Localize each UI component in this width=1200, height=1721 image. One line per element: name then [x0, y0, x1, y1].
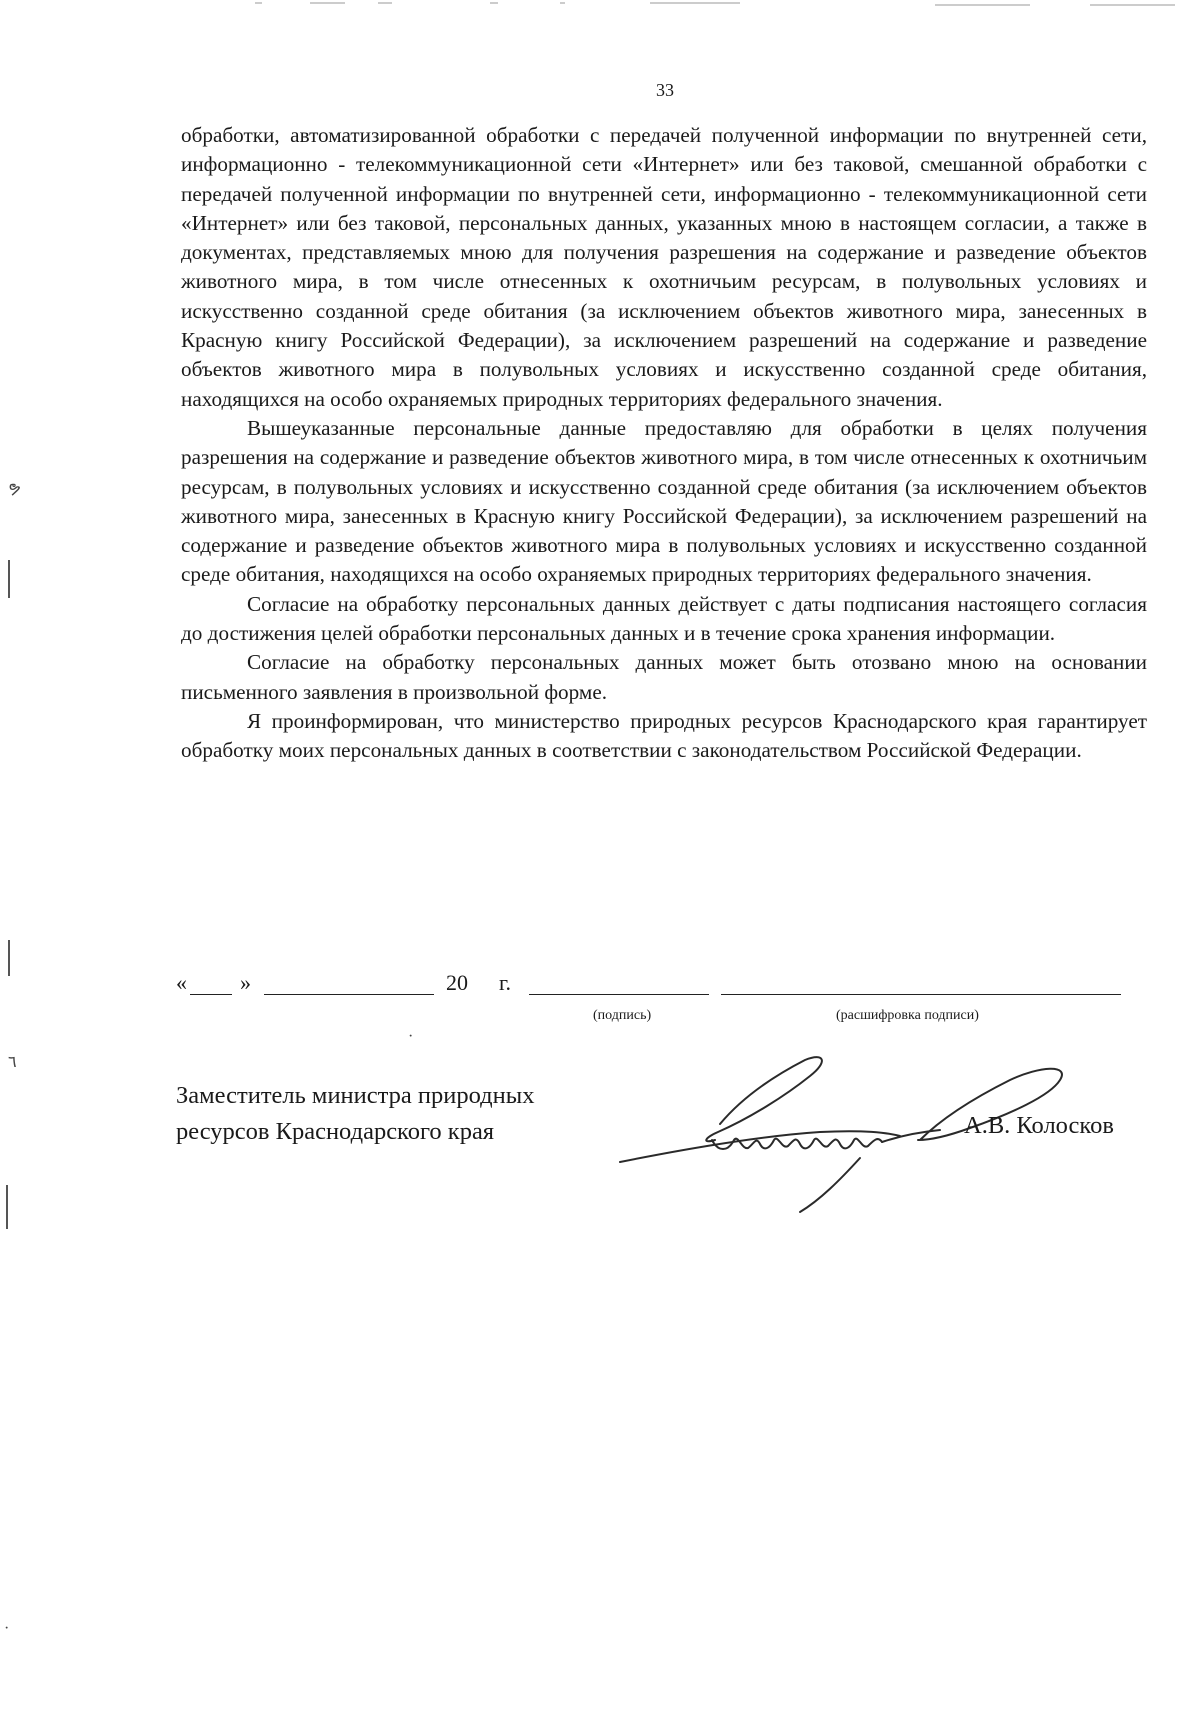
official-title	[176, 1078, 616, 1150]
paragraph-informed: Я проинформирован, что министерство природных ресурсов Краснодарского края гарантирует обработку моих персональных данных в соответствии с законодательством Российской Федерации.	[181, 708, 1147, 763]
paragraph-processing: обработки, автоматизированной обработки с передачей полученной информации по внутренней сети, информационно - телекоммуникационной сети «Интернет» или без таковой, смешанной обработки с передачей полученной информации по внутренней сети, информационно - телекоммуникационной сети «Интернет» или без таковой, персональных данных, указанных мною в настоящем согласии, а также в документах, представляемых мною для получения разрешения на содержание и разведение объектов животного мира, в том числе отнесенных к охотничьим ресурсам, в полувольных условиях и искусственно созданной среде обитания (за исключением объектов животного мира, занесенных в Красную книгу Российской Федерации), за исключением разрешений на содержание и разведение объектов животного мира в полувольных условиях и искусственно созданной среде обитания, находящихся на особо охраняемых природных территориях федерального значения.	[181, 123, 1147, 411]
scan-speck: ຯ	[8, 480, 21, 497]
scan-top-noise	[0, 0, 1200, 10]
paragraph-purpose: Вышеуказанные персональные данные предоставляю для обработки в целях получения разрешения на содержание и разведение объектов животного мира, в том числе отнесенных к охотничьим ресурсам, в полувольных условиях и искусственно созданной среде обитания (за исключением объектов животного мира, занесенных в Красную книгу Российской Федерации), за исключением разрешений на содержание и разведение объектов животного мира в полувольных условиях и искусственно созданной среде обитания, находящихся на особо охраняемых природных территориях федерального значения.	[181, 415, 1147, 587]
scan-speck: ٦	[8, 1054, 17, 1071]
signature-blank	[529, 994, 709, 995]
year-prefix: 20	[446, 970, 468, 995]
year-suffix: г.	[499, 970, 512, 995]
official-title-line2: ресурсов Краснодарского края	[176, 1118, 495, 1145]
scan-speck: ·	[408, 1028, 414, 1045]
signature-caption: (подпись)	[593, 1008, 652, 1023]
decoding-caption: (расшифровка подписи)	[836, 1008, 979, 1023]
consent-body	[181, 121, 1147, 766]
page-number: 33	[656, 80, 674, 100]
scan-edge-mark	[6, 1185, 8, 1229]
quote-open: «	[176, 970, 187, 995]
decoding-blank	[721, 994, 1121, 995]
date-signature-row	[176, 970, 1121, 1010]
scan-edge-mark	[8, 940, 10, 976]
scan-edge-mark	[8, 560, 10, 598]
quote-close: »	[240, 970, 251, 995]
paragraph-validity: Согласие на обработку персональных данных действует с даты подписания настоящего согласия до достижения целей обработки персональных данных и в течение срока хранения информации.	[181, 591, 1147, 646]
paragraph-revocation: Согласие на обработку персональных данных может быть отозвано мною на основании письменного заявления в произвольной форме.	[181, 650, 1147, 704]
official-name: А.В. Колосков	[964, 1112, 1114, 1139]
official-title-line1: Заместитель министра природных	[176, 1082, 535, 1109]
day-blank	[190, 994, 232, 995]
scan-speck: ·	[4, 1620, 10, 1637]
month-blank	[264, 994, 434, 995]
